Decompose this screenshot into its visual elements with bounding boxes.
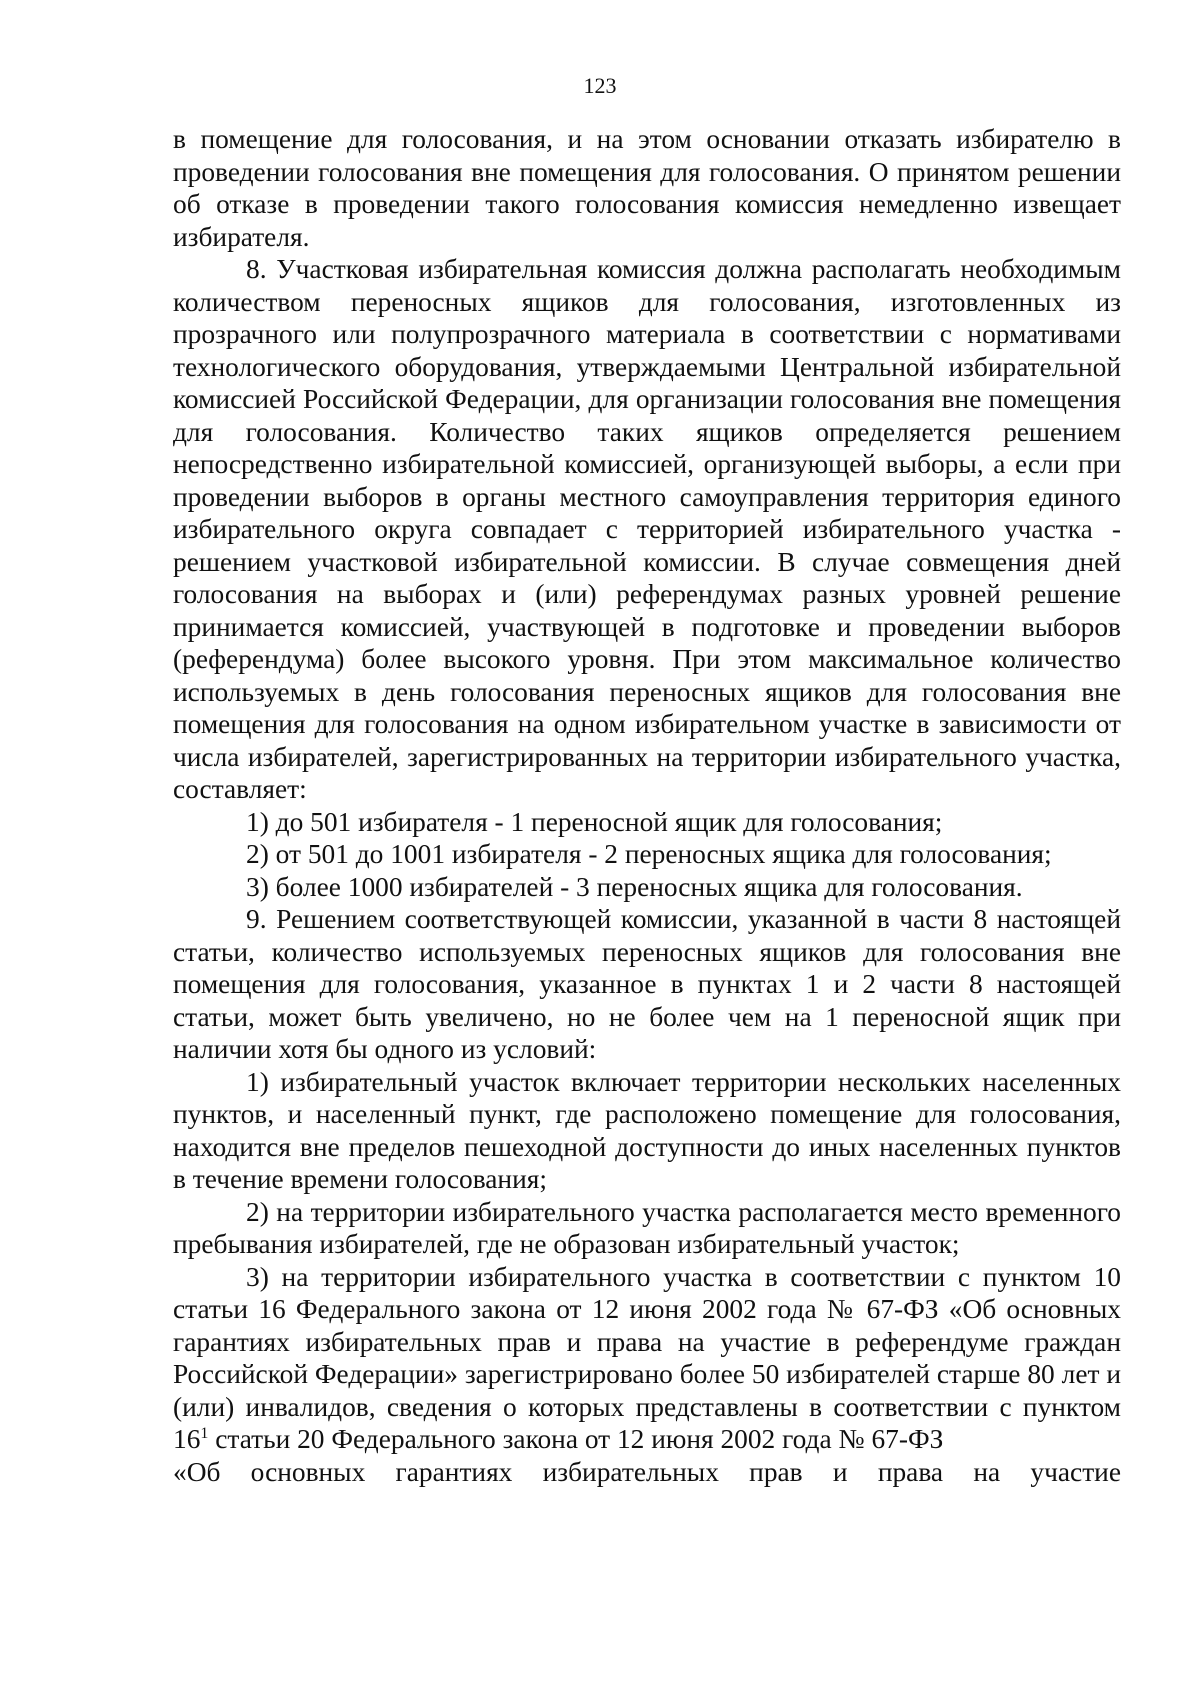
superscript: 1 (200, 1424, 209, 1442)
list-item-1: 1) до 501 избирателя - 1 переносной ящик для голосования; (246, 806, 943, 837)
condition-item-3-text: 3) на территории избирательного участка в соответствии с пунктом 10 статьи 16 Федерального закона от 12 июня 2002 года № 67-ФЗ «Об основных гарантиях избирательных прав и права на участие в референдуме граждан Российской Федерации» зарегистрировано более 50 избирателей старше 80 лет и (или) инвалидов, сведения о которых представлены в соответствии с пунктом 16 (173, 1261, 1121, 1454)
paragraph-continuation: в помещение для голосования, и на этом основании отказать избирателю в проведении голосования вне помещения для голосования. О принятом решении об отказе в проведении такого голосования комиссия немедленно извещает избирателя. (173, 124, 1121, 252)
condition-item-3-last-line: «Об основных гарантиях избирательных прав и права на участие (173, 1456, 1121, 1487)
paragraph-part-9: 9. Решением соответствующей комиссии, указанной в части 8 настоящей статьи, количество используемых переносных ящиков для голосования вне помещения для голосования, указанное в пунктах 1 и 2 части 8 настоящей статьи, может быть увеличено, но не более чем на 1 переносной ящик при наличии хотя бы одного из условий: (173, 904, 1121, 1064)
paragraph-part-8: 8. Участковая избирательная комиссия должна располагать необходимым количеством переносных ящиков для голосования, изготовленных из прозрачного или полупрозрачного материала в соответствии с нормативами технологического оборудования, утверждаемыми Центральной избирательной комиссией Российской Федерации, для организации голосования вне помещения для голосования. Количество таких ящиков определяется решением непосредственно избирательной комиссией, организующей выборы, а если при проведении выборов в органы местного самоуправления территория единого избирательного округа совпадает с территорией избирательного участка - решением участковой избирательной комиссии. В случае совмещения дней голосования на выборах и (или) референдумах разных уровней решение принимается комиссией, участвующей в подготовке и проведении выборов (референдума) более высокого уровня. При этом максимальное количество используемых в день голосования переносных ящиков для голосования вне помещения для голосования на одном избирательном участке в зависимости от числа избирателей, зарегистрированных на территории избирательного участка, составляет: (173, 254, 1121, 804)
condition-item-1: 1) избирательный участок включает территории нескольких населенных пунктов, и населенный пункт, где расположено помещение для голосования, находится вне пределов пешеходной доступности до иных населенных пунктов в течение времени голосования; (173, 1066, 1121, 1194)
condition-item-3 (173, 1261, 1121, 1456)
list-item-3: 3) более 1000 избирателей - 3 переносных ящика для голосования. (246, 871, 1023, 902)
list-item-2: 2) от 501 до 1001 избирателя - 2 переносных ящика для голосования; (246, 839, 1052, 869)
document-body (173, 123, 1121, 1488)
condition-item-2: 2) на территории избирательного участка располагается место временного пребывания избирателей, где не образован избирательный участок; (173, 1196, 1121, 1259)
condition-item-3-text-cont: статьи 20 Федерального закона от 12 июня 2002 года № 67-ФЗ (208, 1424, 944, 1454)
page-number: 123 (583, 73, 617, 98)
